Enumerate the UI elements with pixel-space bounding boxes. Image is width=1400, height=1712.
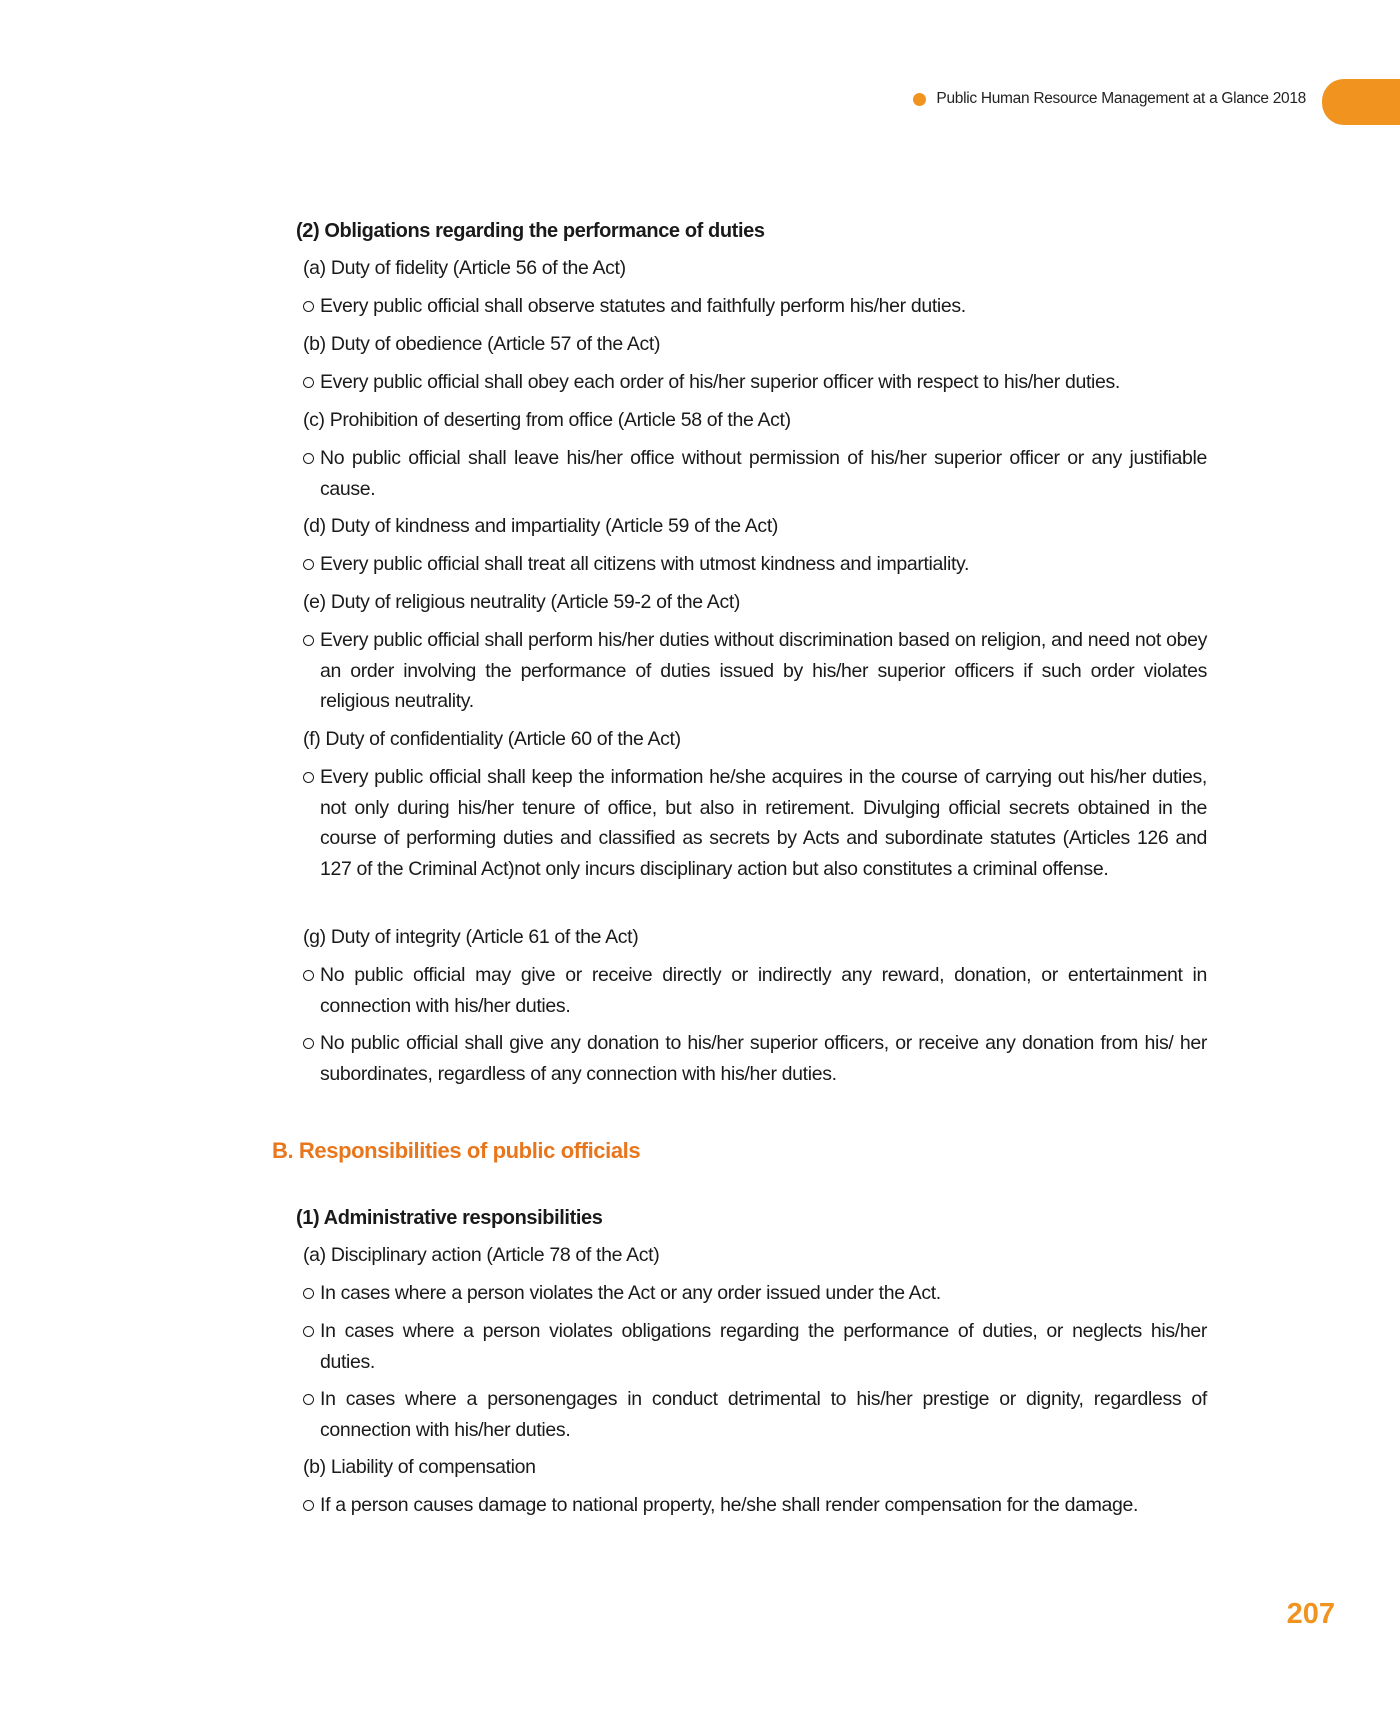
bullet-item: [303, 762, 1207, 884]
circle-bullet-icon: [303, 960, 320, 1021]
item-g-label: (g) Duty of integrity (Article 61 of the Act): [303, 926, 639, 948]
header-title: Public Human Resource Management at a Glance 2018: [936, 90, 1306, 107]
bullet-text: In cases where a person violates obligations regarding the performance of duties, or neglects his/her duties.: [320, 1320, 1207, 1373]
circle-bullet-icon: [303, 367, 320, 398]
bullet-text: No public official shall leave his/her office without permission of his/her superior officer or any justifiable cause.: [320, 447, 1207, 500]
bullet-text: No public official shall give any donation to his/her superior officers, or receive any donation from his/ her subordinates, regardless of any connection with his/her duties.: [320, 1032, 1207, 1085]
bullet-text: In cases where a personengages in conduct detrimental to his/her prestige or dignity, regardless of connection with his/her duties.: [320, 1388, 1207, 1441]
running-header: [913, 90, 1306, 108]
obligations-heading: (2) Obligations regarding the performance of duties: [296, 220, 765, 242]
bullet-item: [303, 960, 1207, 1021]
item-f-label: (f) Duty of confidentiality (Article 60 of the Act): [303, 728, 681, 750]
circle-bullet-icon: [303, 443, 320, 504]
bullet-text: No public official may give or receive directly or indirectly any reward, donation, or entertainment in connection with his/her duties.: [320, 964, 1207, 1017]
disciplinary-label: (a) Disciplinary action (Article 78 of the Act): [303, 1244, 660, 1266]
circle-bullet-icon: [303, 549, 320, 580]
bullet-text: Every public official shall perform his/her duties without discrimination based on religion, and need not obey an order involving the performance of duties issued by his/her superior officers if such order violates religious neutrality.: [320, 629, 1207, 712]
circle-bullet-icon: [303, 1028, 320, 1089]
bullet-item: [303, 549, 1207, 580]
bullet-item: [303, 1316, 1207, 1377]
bullet-item: [303, 1028, 1207, 1089]
chapter-tab: [1322, 79, 1400, 125]
item-d-label: (d) Duty of kindness and impartiality (Article 59 of the Act): [303, 515, 779, 537]
bullet-item: [303, 291, 1207, 322]
bullet-item: [303, 625, 1207, 717]
bullet-text: Every public official shall observe statutes and faithfully perform his/her duties.: [320, 295, 966, 317]
circle-bullet-icon: [303, 625, 320, 717]
bullet-item: [303, 1384, 1207, 1445]
bullet-item: [303, 1278, 1207, 1309]
circle-bullet-icon: [303, 1490, 320, 1521]
circle-bullet-icon: [303, 1384, 320, 1445]
administrative-heading: (1) Administrative responsibilities: [296, 1207, 603, 1229]
circle-bullet-icon: [303, 291, 320, 322]
header-bullet-icon: [913, 93, 926, 106]
item-a-label: (a) Duty of fidelity (Article 56 of the Act): [303, 257, 626, 279]
bullet-text: Every public official shall obey each order of his/her superior officer with respect to his/her duties.: [320, 371, 1120, 393]
item-c-label: (c) Prohibition of deserting from office (Article 58 of the Act): [303, 409, 791, 431]
section-heading: B. Responsibilities of public officials: [272, 1138, 641, 1163]
bullet-item: [303, 1490, 1207, 1521]
circle-bullet-icon: [303, 762, 320, 884]
item-b-label: (b) Duty of obedience (Article 57 of the Act): [303, 333, 661, 355]
bullet-text: In cases where a person violates the Act or any order issued under the Act.: [320, 1282, 941, 1304]
bullet-item: [303, 443, 1207, 504]
circle-bullet-icon: [303, 1316, 320, 1377]
item-e-label: (e) Duty of religious neutrality (Article 59-2 of the Act): [303, 591, 741, 613]
page-number: 207: [1286, 1598, 1335, 1630]
compensation-label: (b) Liability of compensation: [303, 1456, 536, 1478]
circle-bullet-icon: [303, 1278, 320, 1309]
bullet-text: If a person causes damage to national property, he/she shall render compensation for the damage.: [320, 1494, 1139, 1516]
bullet-item: [303, 367, 1207, 398]
bullet-text: Every public official shall keep the information he/she acquires in the course of carrying out his/her duties, not only during his/her tenure of office, but also in retirement. Divulging official secrets obtained in the course of performing duties and classified as secrets by Acts and subordinate statutes (Articles 126 and 127 of the Criminal Act)not only incurs disciplinary action but also constitutes a criminal offense.: [320, 766, 1207, 880]
bullet-text: Every public official shall treat all citizens with utmost kindness and impartiality.: [320, 553, 970, 575]
